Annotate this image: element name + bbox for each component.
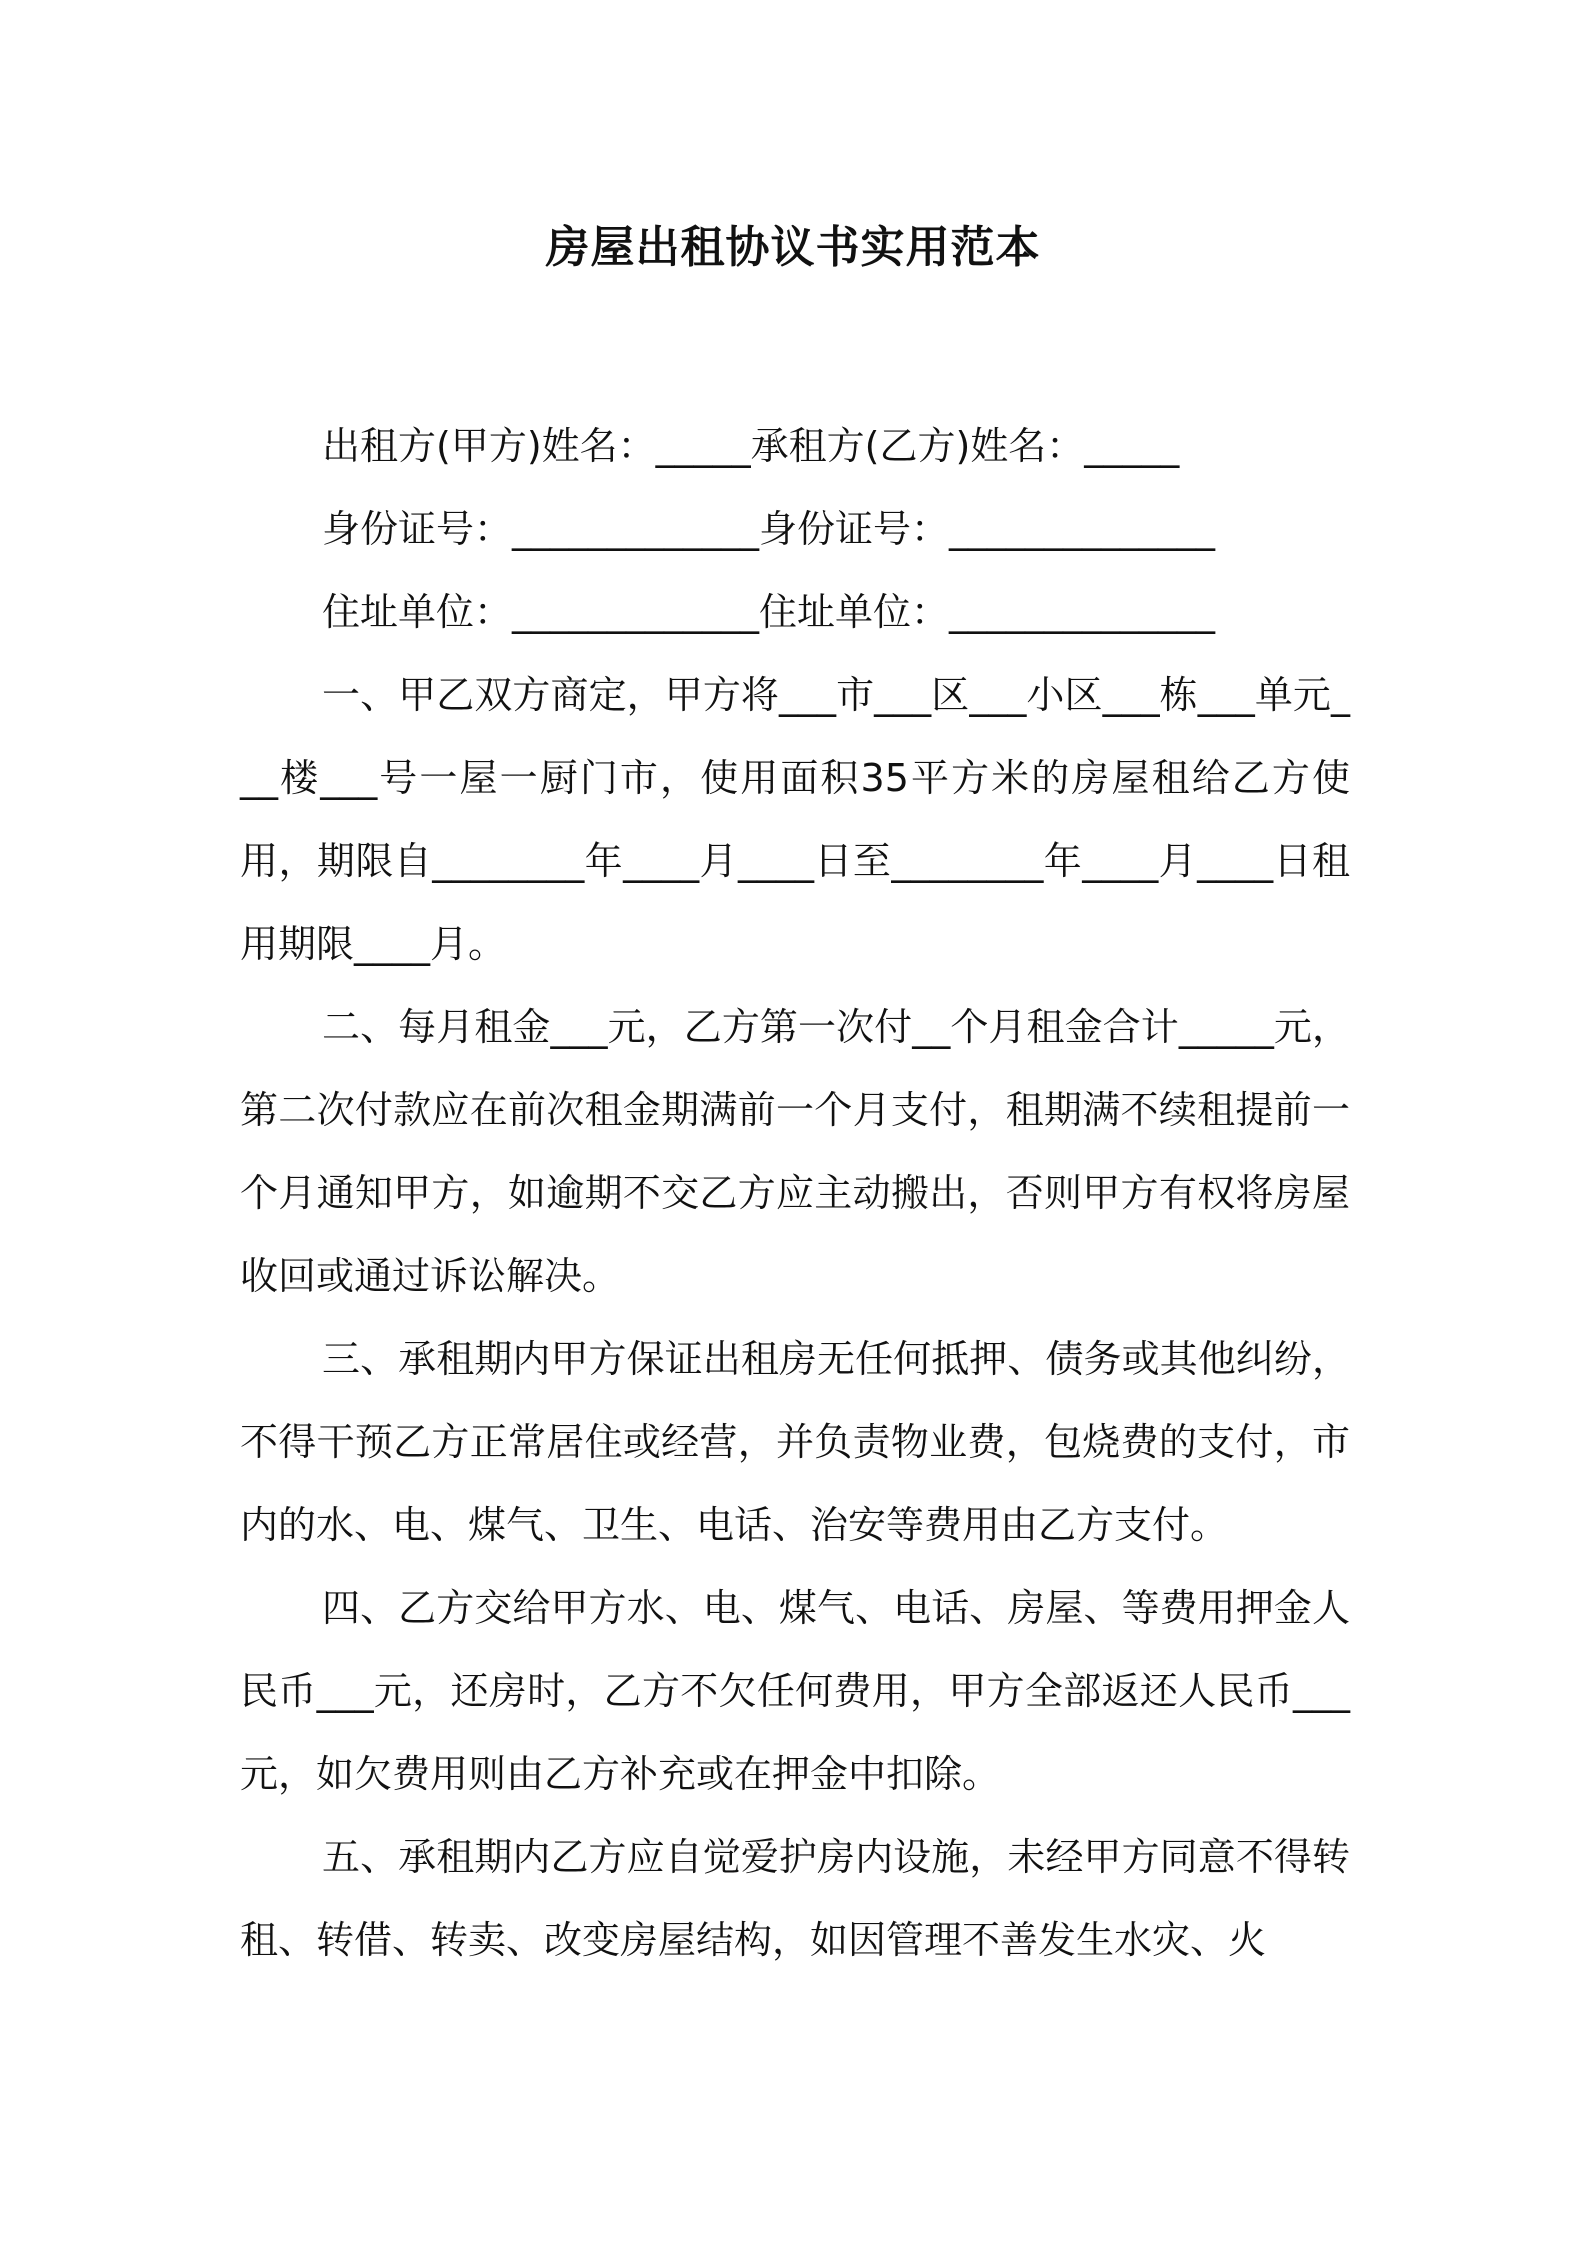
clause-3: 三、承租期内甲方保证出租房无任何抵押、债务或其他纠纷，不得干预乙方正常居住或经营，并负责物业费，包烧费的支付，市内的水、电、煤气、卫生、电话、治安等费用由乙方支付。 — [240, 1337, 1350, 1547]
clause-4: 四、乙方交给甲方水、电、煤气、电话、房屋、等费用押金人民币___元，还房时，乙方不欠任何费用，甲方全部返还人民币___元，如欠费用则由乙方补充或在押金中扣除。 — [240, 1586, 1350, 1796]
clause-2: 二、每月租金___元，乙方第一次付__个月租金合计_____元，第二次付款应在前次租金期满前一个月支付，租期满不续租提前一个月通知甲方，如逾期不交乙方应主动搬出，否则甲方有权将房屋收回或通过诉讼解决。 — [240, 1005, 1350, 1298]
document-body — [240, 405, 1350, 1982]
party-name-line: 出租方(甲方)姓名：_____承租方(乙方)姓名：_____ — [322, 424, 1180, 468]
document-title: 房屋出租协议书实用范本 — [545, 222, 1041, 273]
clause-1: 一、甲乙双方商定，甲方将___市___区___小区___栋___单元___楼___号一屋一厨门市，使用面积35平方米的房屋租给乙方使用，期限自________年____月____日至________年____月____日租用期限____月。 — [240, 673, 1350, 966]
id-number-line: 身份证号：_____________身份证号：______________ — [322, 507, 1216, 551]
clause-5: 五、承租期内乙方应自觉爱护房内设施，未经甲方同意不得转租、转借、转卖、改变房屋结构，如因管理不善发生水灾、火 — [240, 1835, 1350, 1962]
address-line: 住址单位：_____________住址单位：______________ — [322, 590, 1216, 634]
